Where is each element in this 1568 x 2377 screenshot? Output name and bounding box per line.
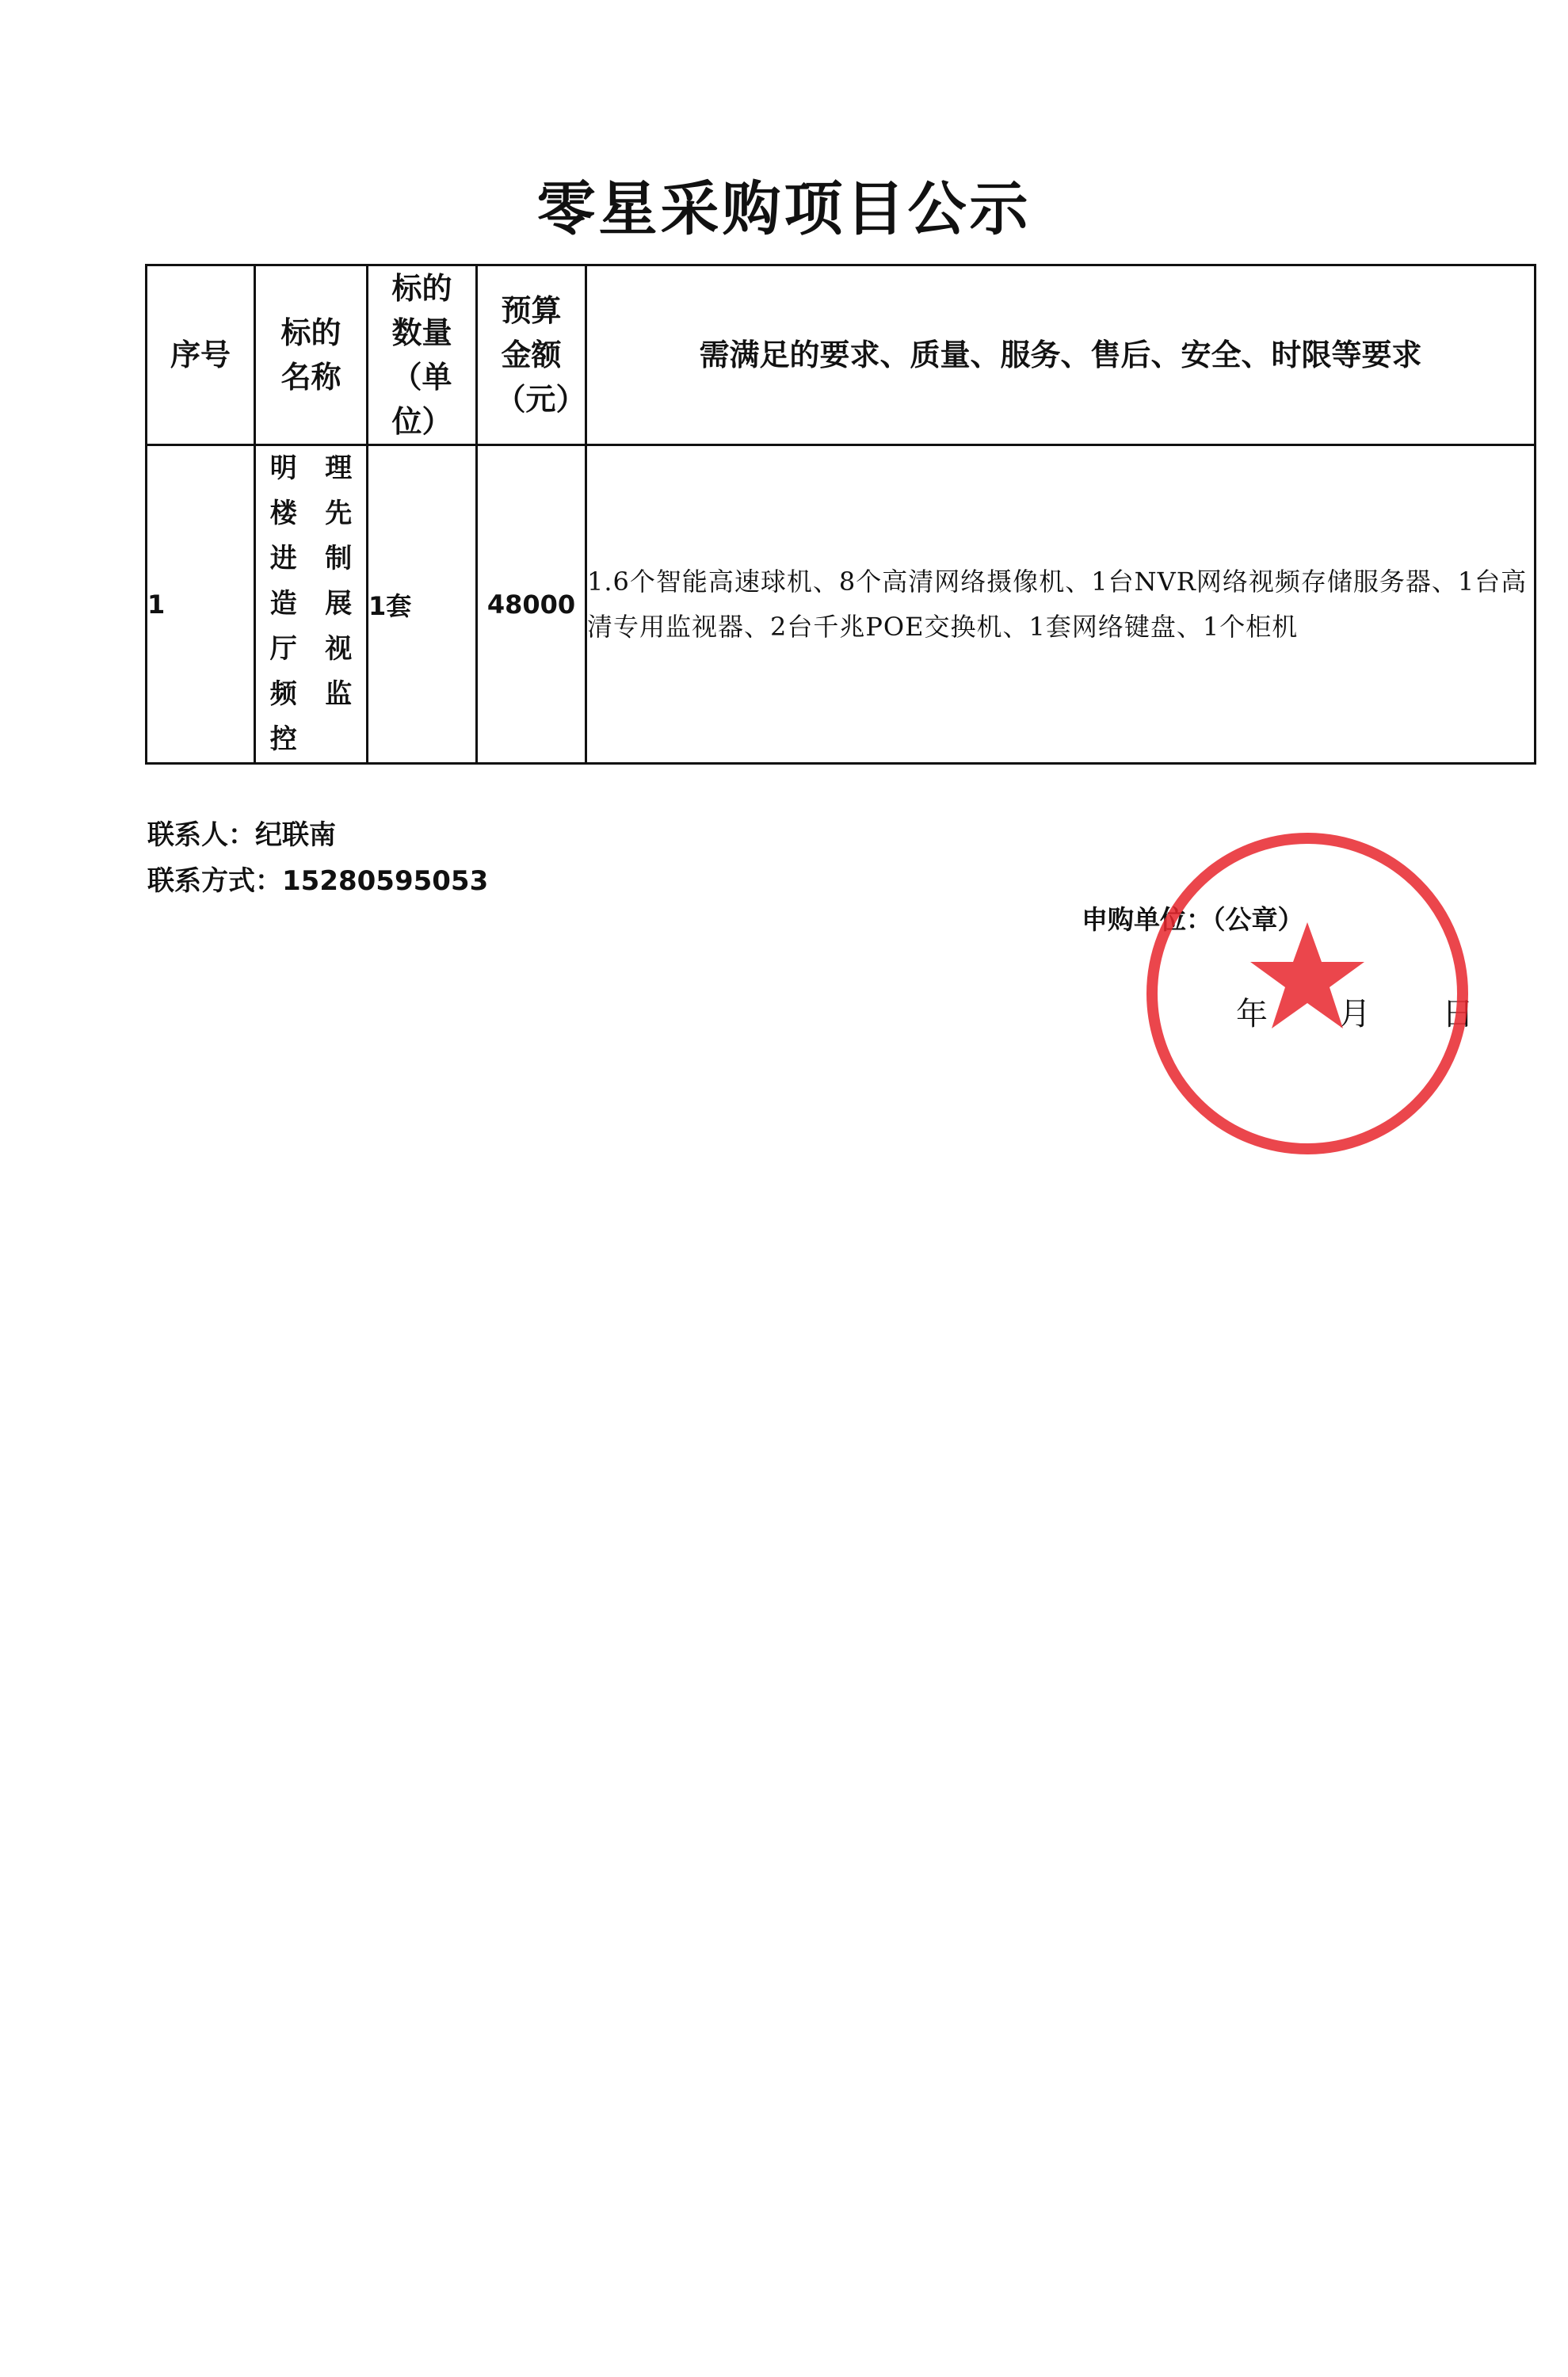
date-month-label: 月 <box>1339 996 1371 1032</box>
row-requirements: 1.6个智能高速球机、8个高清网络摄像机、1台NVR网络视频存储服务器、1台高清专用监视器、2台千兆POE交换机、1套网络键盘、1个柜机 <box>586 445 1536 764</box>
row-quantity: 1套 <box>368 445 477 764</box>
item-name-char: 展 <box>325 588 353 620</box>
date-day-label: 日 <box>1442 996 1474 1032</box>
item-name-char: 控 <box>269 723 297 755</box>
item-name-char: 视 <box>325 633 353 665</box>
header-index: 序号 <box>147 265 255 445</box>
contact-phone: 联系方式：15280595053 <box>147 865 489 897</box>
star-icon <box>1250 922 1364 1028</box>
item-name-char: 监 <box>325 678 353 710</box>
row-item-name <box>255 445 368 764</box>
item-name-char: 楼 <box>269 498 297 529</box>
row-budget: 48000 <box>477 445 586 764</box>
page-title: 零星采购项目公示 <box>536 175 1032 243</box>
applicant-unit-label: 申购单位：（公章） <box>1082 904 1304 935</box>
item-name-char: 理 <box>325 452 353 484</box>
official-seal <box>1141 827 1474 1160</box>
item-name-char: 厅 <box>269 633 297 665</box>
item-name-char: 制 <box>325 543 353 574</box>
header-budget: 预算金额（元） <box>477 265 586 445</box>
header-requirements: 需满足的要求、质量、服务、售后、安全、时限等要求 <box>586 265 1536 445</box>
item-name-char: 频 <box>269 678 297 710</box>
header-name: 标的名称 <box>255 265 368 445</box>
table-row <box>147 445 1536 764</box>
date-year-label: 年 <box>1236 996 1268 1032</box>
procurement-table <box>145 264 1536 765</box>
item-name-char: 造 <box>269 588 297 620</box>
item-name-char: 进 <box>269 543 297 574</box>
table-header-row <box>147 265 1536 445</box>
item-name-char: 先 <box>325 498 353 529</box>
contact-person: 联系人：纪联南 <box>147 819 336 851</box>
item-name-char: 明 <box>269 452 297 484</box>
header-quantity: 标的数量（单位） <box>368 265 477 445</box>
row-index: 1 <box>147 445 255 764</box>
